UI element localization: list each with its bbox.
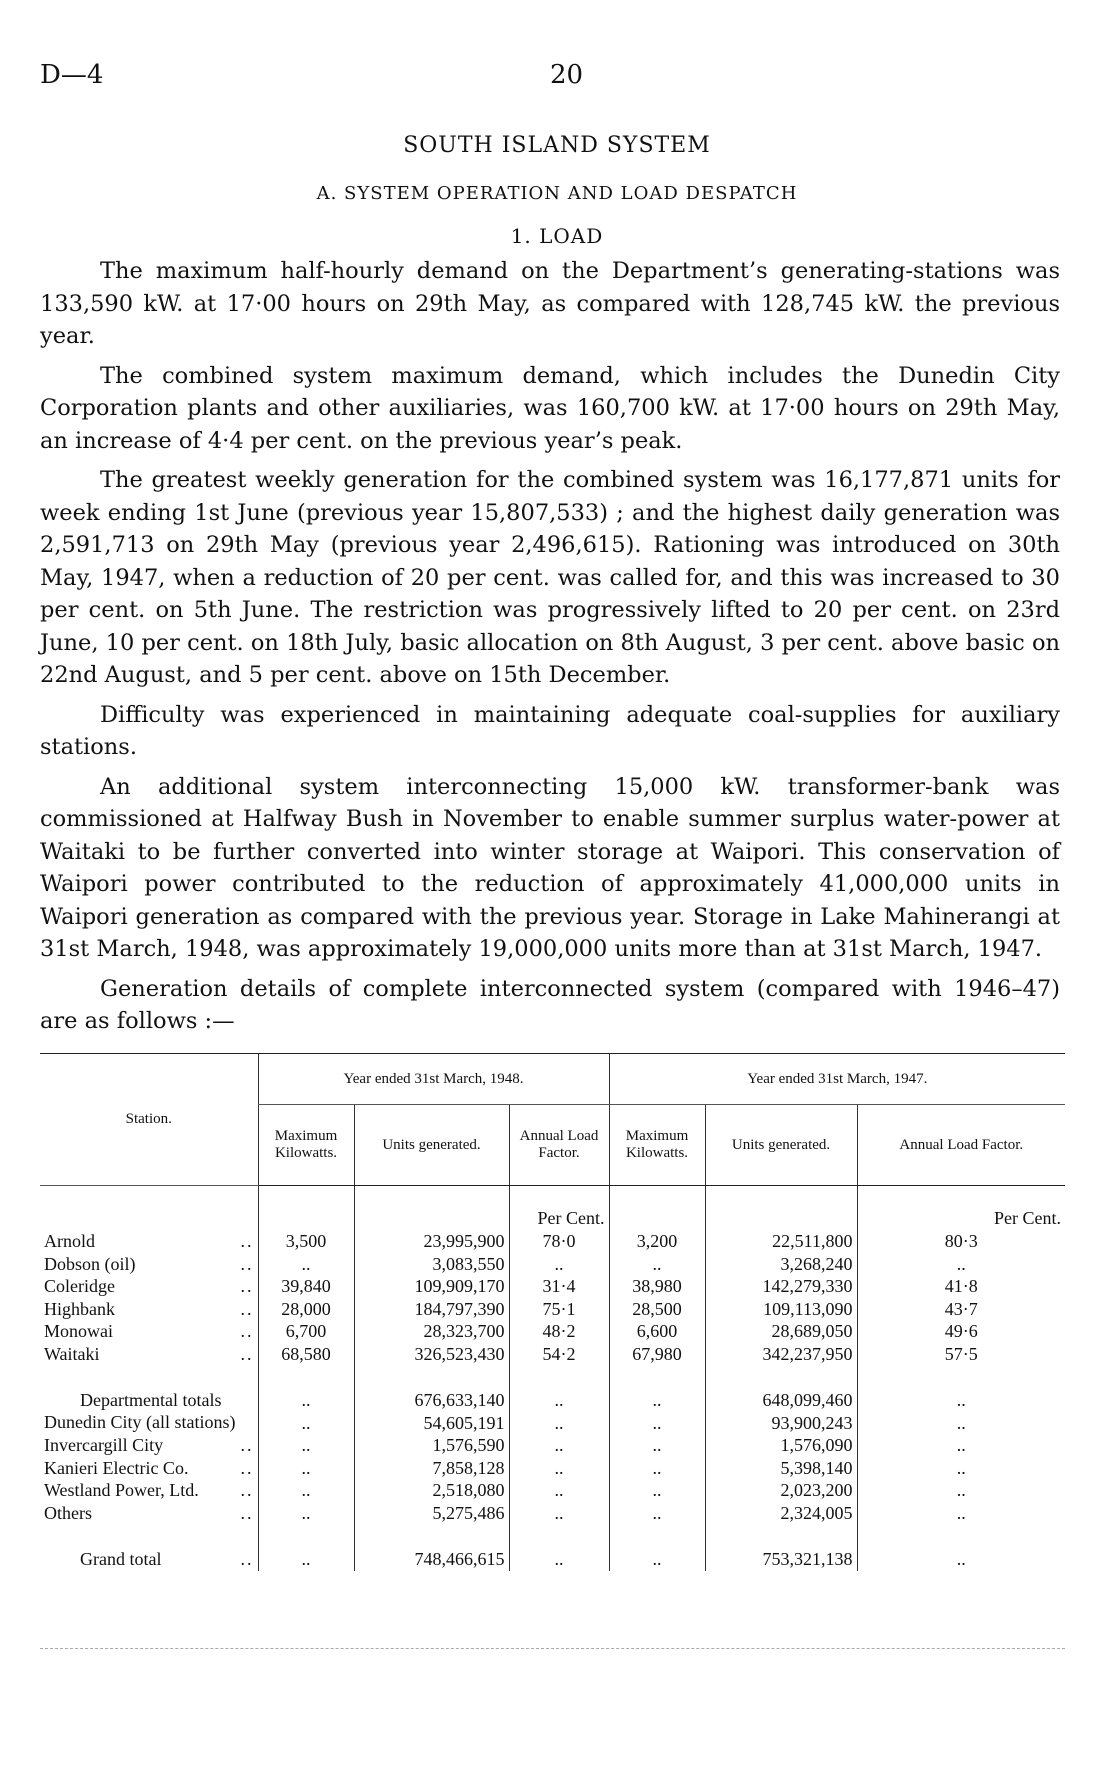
units-1948: 23,995,900: [354, 1230, 509, 1253]
station-label: Kanieri Electric Co.: [44, 1457, 189, 1478]
table-row: [40, 1275, 1065, 1298]
station-name: [40, 1502, 258, 1525]
station-label: Invercargill City: [44, 1435, 164, 1455]
max-kw-1948: ..: [258, 1434, 354, 1457]
units-header-1947: Units generated.: [705, 1105, 857, 1186]
max-kw-header-1947: Maximum Kilowatts.: [609, 1105, 705, 1186]
paragraph: The maximum half-hourly demand on the Department’s generating-stations was 133,590 kW. at 17·00 hours on 29th May, as compared with 128,745 kW. the previous year.: [40, 258, 1060, 349]
max-kw-1947: ..: [609, 1457, 705, 1480]
max-kw-1948: 3,500: [258, 1230, 354, 1253]
units-1947: 109,113,090: [705, 1298, 857, 1321]
max-kw-1947: 28,500: [609, 1298, 705, 1321]
max-kw-1948: ..: [258, 1457, 354, 1480]
units-1947: 1,576,090: [705, 1434, 857, 1457]
load-factor-1948: ..: [509, 1502, 609, 1525]
load-factor-1947: ..: [857, 1479, 1065, 1502]
max-kw-1948: 39,840: [258, 1275, 354, 1298]
sub-subsection-title: 1. LOAD: [510, 224, 604, 248]
station-name: [40, 1457, 258, 1480]
max-kw-header-1948: Maximum Kilowatts.: [258, 1105, 354, 1186]
station-name: [40, 1479, 258, 1502]
max-kw-1948: ..: [258, 1389, 354, 1412]
table-row: [40, 1548, 1065, 1571]
max-kw-1947: ..: [609, 1434, 705, 1457]
subsection-title: A. SYSTEM OPERATION AND LOAD DESPATCH: [316, 183, 798, 204]
load-factor-1948: 31·4: [509, 1275, 609, 1298]
max-kw-1947: ..: [609, 1502, 705, 1525]
paragraph: The combined system maximum demand, which includes the Dunedin City Corporation plants and other auxiliaries, was 160,700 kW. at 17·00 hours on 29th May, an increase of 4·4 per cent. on the previous year’s peak.: [40, 362, 1060, 454]
max-kw-1947: ..: [609, 1389, 705, 1412]
load-factor-1947: ..: [857, 1457, 1065, 1480]
page-number: 20: [550, 60, 584, 90]
units-1948: 7,858,128: [354, 1457, 509, 1480]
load-factor-1947: 80·3: [857, 1230, 1065, 1253]
load-factor-1948: 54·2: [509, 1343, 609, 1366]
load-factor-1948: 48·2: [509, 1320, 609, 1343]
units-1948: 54,605,191: [354, 1412, 509, 1435]
table-row: [40, 1457, 1065, 1480]
load-factor-1947: ..: [857, 1253, 1065, 1276]
station-name: [40, 1253, 258, 1276]
load-factor-1947: ..: [857, 1548, 1065, 1571]
units-1948: 28,323,700: [354, 1320, 509, 1343]
load-factor-1947: ..: [857, 1412, 1065, 1435]
leader-dots: ..: [240, 1276, 254, 1296]
max-kw-1948: 68,580: [258, 1343, 354, 1366]
units-1948: 184,797,390: [354, 1298, 509, 1321]
load-factor-1948: ..: [509, 1548, 609, 1571]
station-name: [40, 1298, 258, 1321]
load-factor-1948: ..: [509, 1434, 609, 1457]
max-kw-1947: 38,980: [609, 1275, 705, 1298]
units-1948: 676,633,140: [354, 1389, 509, 1412]
load-factor-1948: ..: [509, 1479, 609, 1502]
max-kw-1947: ..: [609, 1479, 705, 1502]
table-row: [40, 1434, 1065, 1457]
units-1947: 93,900,243: [705, 1412, 857, 1435]
station-name: [40, 1320, 258, 1343]
station-name: [40, 1343, 258, 1366]
paragraph: The greatest weekly generation for the combined system was 16,177,871 units for week ending 1st June (previous year 15,807,533) ; and the highest daily generation was 2,591,713 on 29th May (previous year 2,496,615). Rationing was introduced on 30th May, 1947, when a reduction of 20 per cent. was called for, and this was increased to 30 per cent. on 5th June. The restriction was progressively lifted to 20 per cent. on 23rd June, 10 per cent. on 18th July, basic allocation on 8th August, 3 per cent. above basic on 22nd August, and 5 per cent. above on 15th December.: [40, 467, 1060, 688]
load-factor-1947: 57·5: [857, 1343, 1065, 1366]
table-body: [40, 1186, 1065, 1571]
station-label: Coleridge: [44, 1276, 115, 1296]
leader-dots: ..: [240, 1457, 254, 1478]
station-header: Station.: [40, 1054, 258, 1186]
load-factor-1948: ..: [509, 1412, 609, 1435]
year-1947-header: Year ended 31st March, 1947.: [609, 1054, 1065, 1105]
leader-dots: ..: [240, 1298, 254, 1319]
leader-dots: ..: [240, 1321, 254, 1341]
units-1947: 5,398,140: [705, 1457, 857, 1480]
units-1948: 3,083,550: [354, 1253, 509, 1276]
load-factor-1948: 78·0: [509, 1230, 609, 1253]
load-factor-1947: ..: [857, 1434, 1065, 1457]
station-name: [40, 1434, 258, 1457]
units-1947: 648,099,460: [705, 1389, 857, 1412]
max-kw-1948: 6,700: [258, 1320, 354, 1343]
load-factor-1947: 49·6: [857, 1320, 1065, 1343]
paragraph: Generation details of complete interconnected system (compared with 1946–47) are as follows :—: [40, 975, 1060, 1034]
station-name: [40, 1548, 258, 1571]
station-label: Others: [44, 1502, 92, 1523]
units-1948: 109,909,170: [354, 1275, 509, 1298]
per-cent-label: Per Cent.: [857, 1206, 1065, 1230]
load-factor-1948: ..: [509, 1389, 609, 1412]
load-factor-header-1948: Annual Load Factor.: [509, 1105, 609, 1186]
year-1948-header: Year ended 31st March, 1948.: [258, 1054, 609, 1105]
max-kw-1947: 67,980: [609, 1343, 705, 1366]
table-row: [40, 1320, 1065, 1343]
paragraph: An additional system interconnecting 15,000 kW. transformer-bank was commissioned at Halfway Bush in November to enable summer surplus water-power at Waitaki to be further converted into winter storage at Waipori. This conservation of Waipori power contributed to the reduction of approximately 41,000,000 units in Waipori generation as compared with the previous year. Storage in Lake Mahinerangi at 31st March, 1948, was approximately 19,000,000 units more than at 31st March, 1947.: [40, 773, 1060, 962]
station-label: Waitaki: [44, 1343, 100, 1364]
max-kw-1948: ..: [258, 1502, 354, 1525]
units-1947: 753,321,138: [705, 1548, 857, 1571]
per-cent-label: Per Cent.: [509, 1206, 609, 1230]
paragraph: Difficulty was experienced in maintaining adequate coal-supplies for auxiliary stations.: [40, 701, 1060, 760]
load-factor-1947: ..: [857, 1389, 1065, 1412]
max-kw-1948: ..: [258, 1253, 354, 1276]
max-kw-1947: ..: [609, 1548, 705, 1571]
leader-dots: ..: [240, 1253, 254, 1274]
station-label: Departmental totals: [80, 1389, 222, 1410]
units-1947: 22,511,800: [705, 1230, 857, 1253]
station-name: [40, 1230, 258, 1253]
units-1947: 2,324,005: [705, 1502, 857, 1525]
station-label: Grand total: [80, 1549, 162, 1569]
leader-dots: ..: [240, 1549, 254, 1569]
station-label: Highbank: [44, 1298, 115, 1319]
table-row: [40, 1343, 1065, 1366]
units-1947: 342,237,950: [705, 1343, 857, 1366]
load-factor-1947: 43·7: [857, 1298, 1065, 1321]
table-row: [40, 1502, 1065, 1525]
load-factor-1947: 41·8: [857, 1275, 1065, 1298]
section-title: SOUTH ISLAND SYSTEM: [403, 133, 711, 158]
max-kw-1947: ..: [609, 1412, 705, 1435]
station-name: [40, 1275, 258, 1298]
max-kw-1948: 28,000: [258, 1298, 354, 1321]
leader-dots: ..: [240, 1231, 254, 1251]
station-label: Dunedin City (all stations): [44, 1412, 236, 1433]
station-label: Dobson (oil): [44, 1253, 136, 1274]
table-row: [40, 1230, 1065, 1253]
table-row: [40, 1298, 1065, 1321]
leader-dots: ..: [240, 1480, 254, 1500]
units-1947: 2,023,200: [705, 1479, 857, 1502]
load-factor-1948: ..: [509, 1457, 609, 1480]
max-kw-1947: 6,600: [609, 1320, 705, 1343]
max-kw-1947: 3,200: [609, 1230, 705, 1253]
station-label: Arnold: [44, 1231, 95, 1251]
table-row: [40, 1412, 1065, 1435]
max-kw-1948: ..: [258, 1548, 354, 1571]
body-text: [40, 255, 1060, 1045]
table-row: [40, 1479, 1065, 1502]
units-1947: 28,689,050: [705, 1320, 857, 1343]
generation-table: [40, 1053, 1065, 1571]
units-1947: 3,268,240: [705, 1253, 857, 1276]
load-factor-1948: ..: [509, 1253, 609, 1276]
table-row: [40, 1253, 1065, 1276]
max-kw-1947: ..: [609, 1253, 705, 1276]
units-1948: 1,576,590: [354, 1434, 509, 1457]
leader-dots: ..: [240, 1343, 254, 1364]
units-1948: 5,275,486: [354, 1502, 509, 1525]
bottom-rule: [40, 1648, 1065, 1649]
leader-dots: ..: [240, 1502, 254, 1523]
page-reference: D—4: [40, 60, 104, 90]
station-label: Westland Power, Ltd.: [44, 1480, 199, 1500]
load-factor-header-1947: Annual Load Factor.: [857, 1105, 1065, 1186]
leader-dots: ..: [240, 1435, 254, 1455]
units-header-1948: Units generated.: [354, 1105, 509, 1186]
table-row: [40, 1389, 1065, 1412]
station-label: Monowai: [44, 1321, 113, 1341]
units-1948: 326,523,430: [354, 1343, 509, 1366]
station-name: [40, 1389, 258, 1412]
load-factor-1947: ..: [857, 1502, 1065, 1525]
max-kw-1948: ..: [258, 1412, 354, 1435]
station-name: [40, 1412, 258, 1435]
units-1948: 2,518,080: [354, 1479, 509, 1502]
max-kw-1948: ..: [258, 1479, 354, 1502]
load-factor-1948: 75·1: [509, 1298, 609, 1321]
units-1947: 142,279,330: [705, 1275, 857, 1298]
units-1948: 748,466,615: [354, 1548, 509, 1571]
